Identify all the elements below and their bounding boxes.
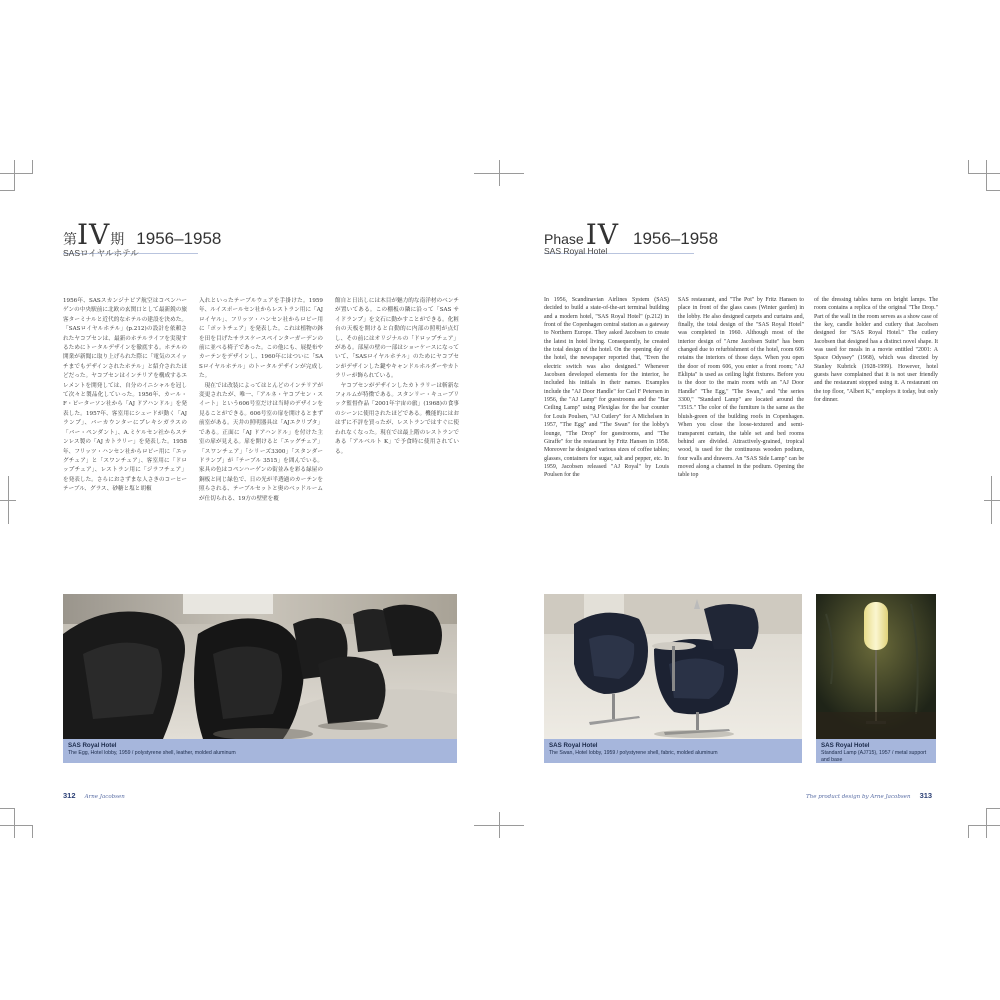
right-phase-roman: IV bbox=[585, 218, 619, 251]
crop-mark-bl-v bbox=[14, 808, 15, 838]
crop-mark-br-v bbox=[986, 808, 987, 838]
crop-mark-right-v bbox=[986, 160, 987, 191]
swan-chairs-illustration bbox=[544, 594, 802, 739]
crop-mark-br-h bbox=[986, 808, 1000, 809]
crop-mark-bl-h bbox=[0, 808, 14, 809]
registration-mark-left-mid-v bbox=[8, 476, 9, 524]
photo-egg-chairs-lobby bbox=[63, 594, 457, 739]
right-photo-caption-2 bbox=[816, 739, 936, 763]
crop-mark-right-h bbox=[986, 190, 1000, 191]
right-caption-1-title: SAS Royal Hotel bbox=[549, 742, 598, 749]
right-caption-2-text: Standard Lamp (AJ715), 1957 / metal support and base bbox=[821, 750, 927, 763]
right-column-2: SAS restaurant, and "The Pot" by Fritz Hansen to place in front of the glass cases (Winter garden) in the lobby. He also designed carpets and curtains and, finally, the total design of the "SAS Royal Hotel" was completed in 1960. Although most of the interior design of "Arne Jacobsen Suite" has been changed due to refurbishment of the hotel, room 606 retains the interiors of those days. When you open the door of room 606, you enter a front room; "AJ Eklipta" is used as ceiling light fixtures. Before you is the door to the main room with an "AJ Door Handle" "The Egg," "The Swan," and "the series 3300," "Standard Lamp" are located around the "3515." The color of the furniture is the same as the bluish-green of the building roofs in Copenhagen. When you close the loose-textured and semi-transparent curtain, the table set and bed rooms behind are divided. Attractively-grained, tropical wood, is used for the continuous wooden podium, four walls and drawers. An "SAS Side Lamp" can be moved along a channel in the podium. Opening the table top bbox=[678, 297, 804, 479]
left-caption-text: The Egg, Hotel lobby, 1959 / polystyrene shell, leather, molded aluminum bbox=[68, 750, 236, 756]
right-folio-text: The product design by Arne Jacobsen bbox=[806, 794, 911, 800]
left-phase-years: 1956–1958 bbox=[136, 229, 222, 248]
right-caption-1-text: The Swan, Hotel lobby, 1959 / polystyrene shell, fabric, molded aluminum bbox=[549, 750, 718, 756]
crop-mark-br-h2 bbox=[968, 825, 1000, 826]
registration-mark-bottom-v bbox=[499, 812, 500, 838]
right-subtitle: SAS Royal Hotel bbox=[544, 246, 608, 256]
right-folio bbox=[806, 783, 932, 802]
right-column-1: In 1956, Scandinavian Airlines System (SAS) decided to build a state-of-the-art terminal building and a modern hotel, "SAS Royal Hotel" (p.212) in front of the Copenhagen central station as a gateway to Northern Europe. They asked Jacobsen to create the latest in hotel living. Consequently, he created the total design of the hotel. On the opening day of the hotel, the newspaper reported that, "Even the electric switch was also designed." Whenever Jacobsen developed elements for the interior, he included his initials in their names. Examples include the "AJ Door Handle" for Carl F Petersen in 1956, the "AJ Lamp" for guestrooms and the "Bar Ceiling Lamp" using Plexiglas for the bar counter for Louis Poulsen, "AJ Cutlery" for A Michelsen in 1957, "The Egg" and "The Swan" for the lobby's lounge, "The Drop" for guestrooms, and "The Giraffe" for the restaurant by Fritz Hansen in 1958. Moreover he designed various sizes of coffee tables; glasses, containers for sugar, salt and pepper, etc. In 1959, Jacobsen released "AJ Royal" by Louis Poulsen for the bbox=[544, 297, 669, 479]
left-column-2: 入れといったテーブルウェアを手掛けた。1959年、ルイスポールセン社からレストラン用に「AJ ロイヤル」、フリッツ・ハンセン社からロビー用に「ポットチェア」を発表した。これは植物の鉢を田を目げたサラスケースペインターガーデンの前に並べる椅子であった。この他にも、展提布やカーテンをデザインし、1960年にはついに「SASロイヤルホテル」のトータルデザインが完成した。 現在では改装によってはとんどのインテリアが変更されたが、唯一、「アルネ・ヤコブセン・スイート」という606号室だけは当時のデザインを見ることができる。606号室の扉を開けるとまず前室がある。天井の照明器具は「AJエクリプタ」である。正面に「AJ ドアハンドル」を付けた主室の扉が見える。扉を開けると「エッグチェア」「スワンチェア」「シリーズ3300」「スタンダードランプ」が「テーブル 3515」を囲んでいる。家具の色はコペンハーゲンの街並みを彩る緑屋の銅板と同じ緑色で、日の光が半透過のカーテンを照らされる、テーブルセットと奥のベッドルームが仕切られる、19方の壁壁を覆 bbox=[199, 298, 323, 502]
crop-mark-left-v2 bbox=[32, 160, 33, 174]
left-photo-caption bbox=[63, 739, 457, 763]
right-caption-2-title: SAS Royal Hotel bbox=[821, 742, 870, 749]
crop-mark-left-h bbox=[0, 190, 14, 191]
right-phase-prefix: Phase bbox=[544, 231, 584, 247]
crop-mark-left-h2 bbox=[0, 173, 32, 174]
left-column-3: 館自と日出しには木目が魅力的な南洋材のベンチが置いてある。この棚板の隣に沿って「SAS サイドランプ」を文石に動かすことができる。化粧台の天板を開けると白動的に内部の照明が点灯し、その前にはオリジナルの「ドロップチェア」がある。部屋の壁の一部はショーケースになっていて、「SASロイヤルホテル」のためにヤコブセンがデザインした鍵やキャンドルホルダーやカトラリーが飾られている。 ヤコブセンがデザインしたカトラリーは斬新なフォルムが特徴である。スタンリー・キューブリック監督作品「2001年宇宙の旅」(1968)の食事のシーンに使用されたほどである。機能的にはおはずに不評を買ったが、レストランではすぐに使われなくなった。現在では最上階のレストランである「アルベルト K」で予食時に使用されている。 bbox=[335, 298, 459, 455]
left-caption-title: SAS Royal Hotel bbox=[68, 742, 117, 749]
registration-mark-top-v bbox=[499, 160, 500, 186]
crop-mark-left-v bbox=[14, 160, 15, 191]
left-folio bbox=[63, 783, 125, 802]
photo-standard-lamp bbox=[816, 594, 936, 739]
crop-mark-br-v2 bbox=[968, 825, 969, 838]
registration-mark-right-mid-h bbox=[984, 500, 1000, 501]
left-folio-text: Arne Jacobsen bbox=[84, 794, 125, 800]
egg-chairs-illustration bbox=[63, 594, 457, 739]
standard-lamp-illustration bbox=[816, 594, 936, 739]
left-phase-suffix: 期 bbox=[110, 231, 125, 247]
crop-mark-right-v2 bbox=[968, 160, 969, 174]
crop-mark-bl-v2 bbox=[32, 825, 33, 838]
left-column-1: 1956年、SASスカンジナビア航空はコペンハーゲンの中央駅前に北欧の玄関口として最新鋭の旅客ターミナルと近代的なホテルの建設を決めた。「SASロイヤルホテル」(p.212)の設計を依頼されたヤコブセンは、最新のホテルライフを実現するためにトータルデザインを徹底する。ホテルの開業が新聞に取り上げられた際に「電気のスイッチまでもデザインされたホテル」と紹介されたほどだった。ヤコブセンはインテリアを構成するエレメントを開発しては、自分のイニシャルを冠して次々と製品化していった。1956年、カール・F・ピーターソン社から「AJ ドアハンドル」を発表した。1957年、客室用にシェードが動く「AJ ランプ」、バーカウンターにプレキシガラスの「バー・ペンダント」、A.ミケルセン社からステンレス製の「AJ カトラリー」を発表した。1958年、フリッツ・ハンセン社からロビー用に「エッグチェア」と「スワンチェア」、客室用に「ドロップチェア」、レストラン用に「ジラフチェア」を発表した。さらにおさずまな人さきのコーヒーテーブル、グラス、砂糖と塩と胡椒 bbox=[63, 298, 189, 493]
right-phase-years: 1956–1958 bbox=[632, 229, 719, 248]
crop-mark-bl-h2 bbox=[0, 825, 32, 826]
left-page-number: 312 bbox=[63, 791, 76, 800]
crop-mark-right-h2 bbox=[968, 173, 1000, 174]
photo-swan-chairs-lobby bbox=[544, 594, 802, 739]
left-subtitle: SASロイヤルホテル bbox=[63, 248, 139, 258]
right-column-3: of the dressing tables turns on bright lamps. The room contains a replica of the original "The Drop." Part of the wall in the room serves as a show case of the key, candle holder and cutlery that Jacobsen designed for "SAS Royal Hotel." The cutlery Jacobsen that designed has a distinct novel shape. It was used for meals in a movie entitled "2001: A Space Odyssey" (1968), which was directed by Stanley Kubrick (1928-1999). However, hotel guests have complained that it is not user friendly and the restaurant stopped using it. A restaurant on the top floor, "Albert K," employs it today, but only for dinner. bbox=[814, 297, 938, 404]
left-phase-roman: IV bbox=[77, 218, 111, 251]
registration-mark-right-mid-v bbox=[991, 476, 992, 524]
right-page-number: 313 bbox=[919, 791, 933, 800]
right-photo-caption-1 bbox=[544, 739, 802, 763]
left-phase-prefix: 第 bbox=[63, 231, 77, 247]
